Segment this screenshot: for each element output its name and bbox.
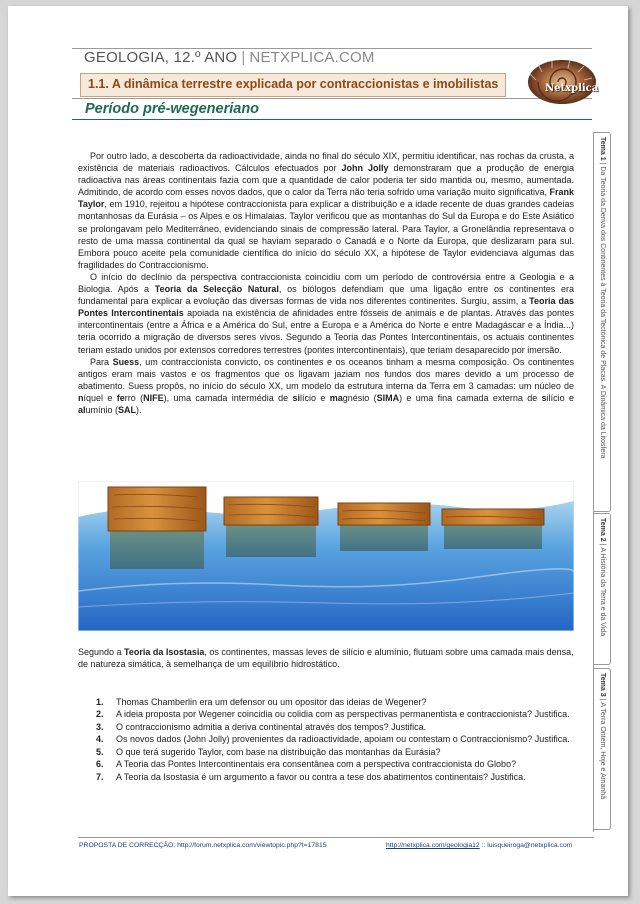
bold-term: Teoria da Selecção Natural — [154, 284, 279, 295]
text-run: ilício e — [546, 392, 575, 403]
site-link[interactable]: http://netxplica.com/geologia12 — [386, 842, 480, 849]
bold-term: fe — [116, 392, 125, 403]
text-run: O início do declínio da perspectiva contraccionista coincidiu com um período de controvérsia entre a Geologia e a Biologia. Após a — [78, 271, 574, 295]
question-item — [96, 771, 576, 783]
question-number: 2. — [96, 709, 104, 720]
text-run: lício e — [299, 392, 330, 403]
question-text: A ideia proposta por Wegener coincidia ou colidia com as perspectivas permanentista e contraccionista? Justifica. — [116, 709, 570, 720]
logo-text: Netxplica — [545, 83, 599, 94]
question-item — [96, 746, 576, 758]
question-item — [96, 733, 576, 745]
tab-tema-2[interactable]: Tema 2 | A História da Terra e da Vida — [594, 513, 611, 665]
tab-tema-3-number: Tema 3 — [599, 673, 606, 697]
bold-term: Teoria das Pontes Intercontinentais — [78, 296, 574, 319]
footer-rule — [78, 837, 594, 838]
text-run: , um contraccionista convicto, os continentes e os oceanos tinham a mesma composição. Os continentes antigos eram mais vastos e os fragmentos que os ligavam jaziam nos fundos dos mares devido a um processo de abatimento. Suess propôs, no início do século XX, um modelo da estrutura interna da Terra em 3 camadas: um núcleo de — [78, 356, 575, 391]
text-run: Por outro lado, a descoberta da radioactividade, ainda no final do século XIX, permitiu identificar, nas rochas da crusta, a existência de materiais radioactivos. Cálculos efectuados por — [78, 151, 574, 174]
ammonite-logo-icon — [518, 52, 602, 108]
bold-term: ma — [329, 392, 343, 403]
question-text: O contraccionismo admitia a deriva continental através dos tempos? Justifica. — [116, 721, 427, 732]
contact-email[interactable]: :: luisqueiroga@netxplica.com — [479, 842, 573, 849]
tab-tema-3-title: A Terra Ontem, Hoje e Amanhã — [599, 702, 606, 800]
paragraph-bridges — [78, 271, 574, 356]
bold-term: Suess — [112, 356, 140, 367]
header-mid-rule — [72, 98, 592, 99]
bold-term: SIMA — [376, 392, 400, 403]
bold-term: Teoria da Isostasia — [124, 647, 205, 657]
header-site: NETXPLICA.COM — [249, 49, 375, 66]
text-run: ) e uma fina camada externa de — [399, 392, 542, 403]
footer-label: PROPOSTA DE CORRECÇÃO: — [79, 842, 176, 849]
bold-term: Frank Taylor — [78, 187, 574, 210]
question-number: 3. — [96, 721, 104, 732]
text-run: íquel e — [83, 392, 117, 403]
tab-tema-1-number: Tema 1 — [599, 137, 606, 161]
tab-tema-1-title: Da Teoria da Deriva dos Continentes à Teoria da Tectónica de Placas. A Dinâmica da Litosfera — [599, 166, 606, 459]
question-item — [96, 696, 576, 708]
text-run: ), uma camada intermédia de — [163, 392, 293, 403]
text-run: apoiada na existência de afinidades entre fósseis de animais e de plantas. Através das pontes intercontinentais (entre a África e a América do Sul, entre a Europa e a América do Norte e entre Madagáscar e a Índia...) teria ocorrido a migração de diversos seres vivos. Segundo a Teoria das Pontes Intercontinentais, os actuais continentes teriam estado unidos por extensos corredores terrestres (pontes intercontinentais), que teriam desaparecido por imersão. — [78, 308, 574, 355]
question-number: 5. — [96, 746, 104, 757]
text-run: , os continentes, massas leves de silício e alumínio, flutuam sobre uma camada mais densa, de natureza simática, à semelhança de um equilíbrio hidrostático. — [78, 647, 574, 670]
question-item — [96, 708, 576, 720]
tab-tema-3[interactable]: Tema 3 | A Terra Ontem, Hoje e Amanhã — [594, 668, 611, 830]
question-text: A Teoria da Isostasia é um argumento a favor ou contra a tese dos abatimentos continentais? Justifica. — [116, 771, 526, 782]
text-run: , em 1910, rejeitou a hipótese contraccionista para explicar a distribuição e a idade recente de duas grandes cadeias montanhosas da Eurásia – os Alpes e os Himalaias. Taylor verificou que as montanhas do Sul da Europa e do Este Asiático se prolongavam pelo Mediterrâneo, evidenciando sinais de compressão lateral. Para Taylor, a Gronelândia representava o resto de uma massa continental da qual se haviam separado o Canadá e o Norte da Europa, que deslizaram para sul. Embora pouco aceite pela comunidade científica do início do século XX, a hipótese de Taylor evidenciava algumas das fragilidades do Contraccionismo. — [78, 199, 574, 270]
paragraph-radioactivity — [78, 150, 574, 271]
question-number: 4. — [96, 734, 104, 745]
text-run: rro ( — [124, 392, 144, 403]
isostasy-illustration — [78, 481, 574, 631]
text-run: ). — [136, 404, 142, 415]
figure-caption — [78, 646, 574, 670]
text-run: demonstraram que a produção de energia radioactiva nas áreas continentais fazia com que a quantidade de calor poderia ter sido mantida ou, mesmo, aumentada. Admitindo, de acordo com esses novos dados, que o calor da Terra não teria sofrido uma variação muito significativa, — [78, 163, 575, 198]
question-item — [96, 758, 576, 770]
text-run: Para — [90, 356, 113, 367]
question-text: Thomas Chamberlin era um defensor ou um opositor das ideias de Wegener? — [116, 697, 427, 707]
body-text — [78, 150, 574, 416]
question-text: Os novos dados (John Jolly) provenientes da radioactividade, apoiam ou contestam o Contraccionismo? Justifica. — [116, 734, 570, 745]
tab-tema-2-number: Tema 2 — [599, 518, 606, 542]
question-item — [96, 721, 576, 733]
header-title — [84, 49, 375, 66]
section-title: 1.1. A dinâmica terrestre explicada por contraccionistas e imobilistas — [88, 77, 499, 91]
text-run: umínio ( — [85, 404, 119, 415]
bold-term: SAL — [118, 404, 137, 415]
question-number: 7. — [96, 771, 104, 782]
header-separator: | — [241, 49, 246, 66]
footer-site — [386, 842, 572, 849]
text-run: Segundo a — [78, 647, 125, 657]
paragraph-suess — [78, 356, 574, 416]
period-title: Período pré-wegeneriano — [85, 101, 260, 117]
bold-term: n — [78, 392, 84, 403]
bold-term: NIFE — [143, 392, 164, 403]
bold-term: si — [292, 392, 300, 403]
forum-link[interactable]: http://forum.netxplica.com/viewtopic.php?t=17815 — [177, 842, 327, 849]
question-list — [96, 696, 576, 783]
header-subject: GEOLOGIA, 12.º ANO — [84, 49, 238, 66]
question-text: A Teoria das Pontes Intercontinentais era consentânea com a perspectiva contraccionista do Globo? — [116, 759, 517, 770]
bold-term: al — [78, 404, 86, 415]
bold-term: John Jolly — [341, 163, 389, 174]
question-number: 6. — [96, 759, 104, 770]
bold-term: s — [541, 392, 547, 403]
text-run: , os biólogos defendiam que uma ligação entre os continentes era fundamental para explicar a evolução das diversas formas de vida nos diferentes continentes. Surgiu, assim, a — [78, 284, 574, 307]
text-run: gnésio ( — [342, 392, 377, 403]
footer-correction — [79, 842, 327, 849]
header-bottom-rule — [72, 119, 592, 120]
tab-tema-1[interactable]: Tema 1 | Da Teoria da Deriva dos Continentes à Teoria da Tectónica de Placas. A Dinâmica da Litosfera — [594, 132, 611, 512]
question-number: 1. — [96, 697, 104, 707]
question-text: O que terá sugerido Taylor, com base na distribuição das montanhas da Eurásia? — [116, 746, 441, 757]
tab-tema-2-title: A História da Terra e da Vida — [599, 547, 606, 637]
